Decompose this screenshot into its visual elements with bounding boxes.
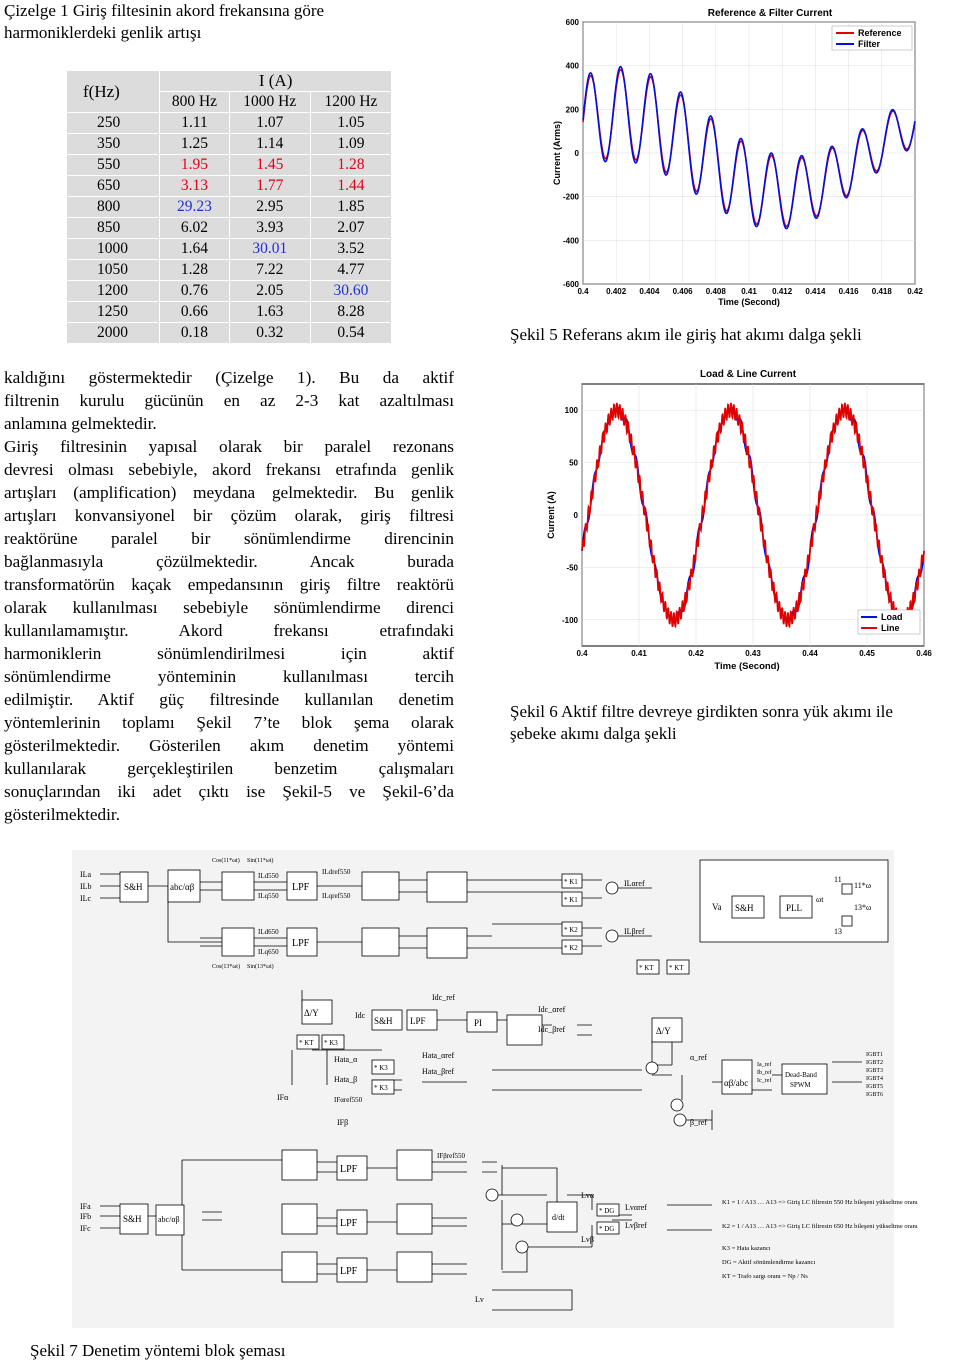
- body-line: artışları konvansiyonel bir çözüm olarak, giriş filtresi: [4, 506, 454, 525]
- ab-abc-label: αβ/abc: [724, 1078, 749, 1088]
- ifb-label: IFβ: [337, 1118, 349, 1127]
- table-row: [67, 155, 392, 176]
- ia-ref-label: Ia_ref: [757, 1062, 772, 1068]
- dq-ab-block-5: [397, 1252, 432, 1282]
- igbt4-label: IGBT4: [866, 1076, 883, 1082]
- k3-label-1: * K3: [324, 1039, 338, 1047]
- cos11-label: Cos(11*ωt): [212, 858, 240, 864]
- lvaref-label: Lvαref: [625, 1203, 647, 1212]
- x-tick-label: 0.416: [838, 287, 859, 296]
- y-tick-label: 0: [574, 149, 579, 158]
- chart5-xlabel: Time (Second): [718, 297, 780, 307]
- sum-node-7: [511, 1214, 523, 1226]
- kt-label-3: * KT: [299, 1039, 314, 1047]
- x-tick-label: 0.408: [705, 287, 726, 296]
- sum-node-1: [606, 882, 618, 894]
- saturation-block-2: [362, 928, 399, 956]
- value-cell: 30.60: [310, 281, 391, 302]
- ifbref-label: IFβref550: [437, 1152, 466, 1160]
- x-tick-label: 0.44: [802, 649, 818, 658]
- frequency-cell: 350: [67, 134, 160, 155]
- body-line: Giriş filtresinin yapısal olarak bir paralel rezonans: [4, 437, 454, 456]
- ifa-label: IFα: [277, 1093, 289, 1102]
- kt-label-1: * KT: [639, 964, 654, 972]
- input-ilb: ILb: [80, 882, 92, 891]
- spwm-label: SPWM: [790, 1081, 811, 1089]
- n11w-label: 11*ω: [854, 881, 871, 890]
- igbt3-label: IGBT3: [866, 1068, 883, 1074]
- fig7-caption: Şekil 7 Denetim yöntemi blok şeması: [30, 1341, 286, 1360]
- frequency-cell: 1050: [67, 260, 160, 281]
- harmonic-table: [66, 70, 392, 344]
- y-tick-label: -400: [562, 236, 579, 246]
- table-row: [67, 239, 392, 260]
- lpf-label-1: LPF: [292, 882, 310, 893]
- multiplier-13: [842, 916, 852, 926]
- value-cell: 1.64: [160, 239, 229, 260]
- sin13-label: Sin(13*ωt): [247, 964, 274, 970]
- n13-label: 13: [834, 927, 842, 936]
- y-tick-label: 100: [564, 406, 578, 416]
- legend-dg: DG = Aktif sönümlendirme kazancı: [722, 1259, 816, 1266]
- n13w-label: 13*ω: [854, 903, 872, 912]
- table1-caption-line1: Çizelge 1 Giriş filtesinin akord frekansına göre: [4, 1, 325, 20]
- ilq550-label: ILq550: [258, 892, 279, 900]
- legend-k2: K2 = 1 / A13 … A13 => Giriş LC filtresin 650 Hz bileşeni yükseltme oranı: [722, 1223, 918, 1230]
- lpf-label-4: LPF: [340, 1218, 358, 1229]
- frequency-cell: 550: [67, 155, 160, 176]
- value-cell: 1.95: [160, 155, 229, 176]
- chart6-title: Load & Line Current: [699, 369, 797, 380]
- n11-label: 11: [834, 875, 842, 884]
- igbt6-label: IGBT6: [866, 1092, 883, 1098]
- body-line: gösterilmektedir.: [4, 805, 120, 824]
- k2-label-2: * K2: [564, 944, 578, 952]
- ic-ref-label: Ic_ref: [757, 1078, 772, 1084]
- ddt-label: d/dt: [552, 1213, 565, 1222]
- lpf-label-5: LPF: [340, 1266, 358, 1277]
- sh-label-pll: S&H: [735, 903, 754, 913]
- kt-label-2: * KT: [669, 964, 684, 972]
- idc-aref-label: Idc_αref: [538, 1005, 566, 1014]
- saturation-block-1: [362, 872, 399, 900]
- frequency-cell: 800: [67, 197, 160, 218]
- frequency-cell: 650: [67, 176, 160, 197]
- value-cell: 1.25: [160, 134, 229, 155]
- input-ilc: ILc: [80, 894, 92, 903]
- ab-dq-block-4: [282, 1204, 317, 1234]
- value-cell: 0.66: [160, 302, 229, 323]
- lvb-label: Lvβ: [581, 1235, 594, 1244]
- lva-label: Lvα: [581, 1191, 595, 1200]
- chart6-xlabel: Time (Second): [714, 661, 780, 672]
- input-ifb: IFb: [80, 1212, 92, 1221]
- sh-label-bottom: S&H: [123, 1214, 142, 1224]
- body-line: reaktörüne paralel bir sönümlendirme direncinin: [4, 529, 454, 548]
- k2-label-1: * K2: [564, 926, 578, 934]
- value-cell: 1.14: [229, 134, 310, 155]
- legend-line-label: Line: [881, 623, 900, 633]
- value-cell: 0.32: [229, 323, 310, 344]
- x-tick-label: 0.404: [639, 287, 660, 296]
- legend-filter-label: Filter: [858, 39, 881, 49]
- reference-filter-current-chart: [540, 0, 960, 312]
- lpf-label-2: LPF: [292, 938, 310, 949]
- dq-ab-block-4: [397, 1204, 432, 1234]
- chart6-legend: [858, 610, 920, 634]
- pi-label: PI: [474, 1018, 483, 1028]
- abc-ab-label-bottom: abc/αβ: [158, 1215, 180, 1224]
- hata-aref-label: Hata_αref: [422, 1051, 455, 1060]
- lpf-label-mid: LPF: [410, 1016, 426, 1026]
- body-line: kullanılarak gerçekleştirilen benzetim çalışmaları: [4, 759, 454, 778]
- col-header-800: 800 Hz: [160, 92, 229, 113]
- ab-dq-block-1: [222, 872, 254, 900]
- hata-bref-label: Hata_βref: [422, 1067, 455, 1076]
- value-cell: 1.07: [229, 113, 310, 134]
- chart5-title: Reference & Filter Current: [707, 8, 833, 19]
- frequency-cell: 2000: [67, 323, 160, 344]
- y-tick-label: 400: [565, 61, 579, 71]
- control-block-diagram: [72, 850, 918, 1328]
- body-line: artışları (amplification) meydana gelmektedir. Bu genlik: [4, 483, 454, 502]
- table-header-row: [67, 71, 392, 92]
- body-line: bağlanmasıyla çözülmektedir. Ancak burada: [4, 552, 454, 571]
- table1-caption: [4, 0, 324, 44]
- fig6-caption-line1: Şekil 6 Aktif filtre devreye girdikten sonra yük akımı ile: [510, 702, 893, 721]
- y-tick-label: -100: [561, 615, 578, 625]
- k3-label-2: * K3: [374, 1064, 388, 1072]
- legend-reference-label: Reference: [858, 28, 902, 38]
- value-cell: 1.28: [160, 260, 229, 281]
- value-cell: 0.54: [310, 323, 391, 344]
- x-tick-label: 0.4: [576, 649, 588, 658]
- ab-dq-block-5: [282, 1252, 317, 1282]
- pll-label: PLL: [786, 903, 803, 913]
- ifaref-label: IFαref550: [334, 1096, 363, 1104]
- ab-abc-block: [722, 1060, 752, 1094]
- y-tick-label: 200: [565, 105, 579, 115]
- delta-y-label-2: Δ/Y: [656, 1026, 671, 1036]
- table-row: [67, 281, 392, 302]
- ilq650-label: ILq650: [258, 948, 279, 956]
- ab-dq-block-2: [222, 928, 254, 956]
- lvbref-label: Lvβref: [625, 1221, 647, 1230]
- ilqref-label: ILqref550: [322, 892, 351, 900]
- lpf-label-3: LPF: [340, 1164, 358, 1175]
- sum-node-4: [671, 1099, 683, 1111]
- ilbref-label: ILβref: [624, 927, 645, 936]
- lv-label: Lv: [475, 1295, 484, 1304]
- table1-caption-line2: harmoniklerdeki genlik artışı: [4, 23, 202, 42]
- value-cell: 1.11: [160, 113, 229, 134]
- k1-label-1: * K1: [564, 878, 578, 886]
- body-line: yöntemlerinin toplamı Şekil 7’te blok şema olarak: [4, 713, 454, 732]
- y-tick-label: 50: [569, 458, 578, 468]
- input-ifc: IFc: [80, 1224, 91, 1233]
- value-cell: 29.23: [160, 197, 229, 218]
- sin11-label: Sin(11*ωt): [247, 858, 274, 864]
- chart5-ylabel: Current (Arms): [552, 120, 562, 186]
- frequency-cell: 1200: [67, 281, 160, 302]
- frequency-cell: 250: [67, 113, 160, 134]
- ib-ref-label: Ib_ref: [757, 1070, 772, 1076]
- y-tick-label: 0: [573, 511, 578, 520]
- x-tick-label: 0.4: [577, 287, 589, 296]
- col-header-1200: 1200 Hz: [310, 92, 391, 113]
- x-tick-label: 0.414: [805, 287, 826, 296]
- sh-label-top: S&H: [124, 882, 143, 892]
- value-cell: 0.18: [160, 323, 229, 344]
- x-tick-label: 0.46: [916, 649, 932, 658]
- body-line: devresi olması sebebiyle, akord frekansı etrafında genlik: [4, 460, 454, 479]
- legend-k1: K1 = 1 / A13 … A13 => Giriş LC filtresin 550 Hz bileşeni yükseltme oranı: [722, 1199, 918, 1206]
- body-line: sonuçlarından iki adet çıktı ise Şekil-5 ve Şekil-6’da: [4, 782, 454, 801]
- value-cell: 1.28: [310, 155, 391, 176]
- x-tick-label: 0.41: [741, 287, 757, 296]
- x-tick-label: 0.42: [907, 287, 923, 296]
- fig5-caption: Şekil 5 Referans akım ile giriş hat akımı dalga şekli: [510, 325, 862, 344]
- abc-ab-label-top: abc/αβ: [170, 882, 195, 892]
- body-paragraph: [4, 366, 454, 826]
- y-tick-label: -600: [562, 280, 579, 289]
- body-line: gösterilmektedir. Gösterilen akım denetim yöntemi: [4, 736, 454, 755]
- value-cell: 7.22: [229, 260, 310, 281]
- value-cell: 6.02: [160, 218, 229, 239]
- body-line: harmoniklerin sönümlendirilmesi için aktif: [4, 644, 454, 663]
- value-cell: 8.28: [310, 302, 391, 323]
- sum-node-6: [486, 1189, 498, 1201]
- value-cell: 1.63: [229, 302, 310, 323]
- va-label: Va: [712, 902, 722, 912]
- x-tick-label: 0.45: [859, 649, 875, 658]
- x-tick-label: 0.412: [772, 287, 793, 296]
- value-cell: 3.13: [160, 176, 229, 197]
- body-line: edilmiştir. Aktif güç filtresinde kullanılan denetim: [4, 690, 454, 709]
- sum-node-8: [516, 1241, 528, 1253]
- sum-node-5: [674, 1114, 686, 1126]
- idc-ref-label: Idc_ref: [432, 993, 456, 1002]
- header-frequency: f(Hz): [67, 71, 160, 113]
- dg-label-2: * DG: [599, 1225, 615, 1233]
- value-cell: 2.05: [229, 281, 310, 302]
- igbt1-label: IGBT1: [866, 1052, 883, 1058]
- body-line: olarak kullanılması sebebiyle sönümlendirme direnci: [4, 598, 454, 617]
- ab-dq-block-3: [282, 1150, 317, 1180]
- value-cell: 2.95: [229, 197, 310, 218]
- frequency-cell: 1000: [67, 239, 160, 260]
- igbt5-label: IGBT5: [866, 1084, 883, 1090]
- col-header-1000: 1000 Hz: [229, 92, 310, 113]
- load-line-current-chart: [540, 362, 960, 680]
- dq-ab-block-mid: [507, 1015, 542, 1045]
- dead-band-label: Dead-Band: [785, 1071, 817, 1079]
- value-cell: 4.77: [310, 260, 391, 281]
- ild550-label: ILd550: [258, 872, 279, 880]
- hata-a-label: Hata_α: [334, 1055, 358, 1064]
- y-tick-label: -200: [562, 192, 579, 202]
- sh-label-mid: S&H: [374, 1016, 393, 1026]
- body-line: kullanılamamıştır. Akord frekansı etrafındaki: [4, 621, 454, 640]
- hata-b-label: Hata_β: [334, 1075, 358, 1084]
- value-cell: 3.52: [310, 239, 391, 260]
- value-cell: 1.85: [310, 197, 391, 218]
- body-line: sönümlendirme yönteminin kullanılması tercih: [4, 667, 454, 686]
- chart5-legend: [832, 26, 912, 50]
- y-tick-label: -50: [566, 563, 578, 573]
- x-tick-label: 0.41: [631, 649, 647, 658]
- legend-load-label: Load: [881, 612, 903, 622]
- x-tick-label: 0.418: [871, 287, 892, 296]
- table-row: [67, 323, 392, 344]
- input-ifa: IFa: [80, 1202, 91, 1211]
- dq-ab-block-2: [427, 928, 467, 958]
- ild650-label: ILd650: [258, 928, 279, 936]
- table-row: [67, 218, 392, 239]
- input-ila: ILa: [80, 870, 92, 879]
- body-line: transformatörün kaçak empedansının giriş filtre reaktörü: [4, 575, 454, 594]
- table-row: [67, 113, 392, 134]
- dq-ab-block-3: [397, 1150, 432, 1180]
- value-cell: 3.93: [229, 218, 310, 239]
- header-current: I (A): [160, 71, 392, 92]
- table-row: [67, 134, 392, 155]
- ilaref-label: ILαref: [624, 879, 645, 888]
- fig6-caption: [510, 701, 960, 745]
- idc-label: Idc: [355, 1011, 366, 1020]
- idc-bref-label: Idc_βref: [538, 1025, 566, 1034]
- legend-k3: K3 = Hata kazancı: [722, 1245, 771, 1252]
- body-line: kaldığını göstermektedir (Çizelge 1). Bu da aktif: [4, 368, 454, 387]
- k3-label-3: * K3: [374, 1084, 388, 1092]
- value-cell: 0.76: [160, 281, 229, 302]
- fig6-caption-line2: şebeke akımı dalga şekli: [510, 724, 677, 743]
- x-tick-label: 0.43: [745, 649, 761, 658]
- value-cell: 1.45: [229, 155, 310, 176]
- legend-kt: KT = Trafo sargı oranı = Np / Ns: [722, 1273, 808, 1280]
- y-tick-label: 600: [565, 18, 579, 27]
- value-cell: 2.07: [310, 218, 391, 239]
- value-cell: 1.05: [310, 113, 391, 134]
- table-row: [67, 260, 392, 281]
- frequency-cell: 1250: [67, 302, 160, 323]
- chart6-ylabel: Current (A): [546, 491, 556, 539]
- delta-y-label-1: Δ/Y: [304, 1008, 319, 1018]
- body-line: anlamına gelmektedir.: [4, 414, 157, 433]
- value-cell: 1.77: [229, 176, 310, 197]
- multiplier-11: [842, 884, 852, 894]
- table-row: [67, 197, 392, 218]
- x-tick-label: 0.42: [688, 649, 704, 658]
- body-line: filtrenin kurulu gücünün en az 2-3 kat azaltılması: [4, 391, 454, 410]
- sum-node-3: [646, 1062, 658, 1074]
- deadband-spwm-block: [782, 1064, 827, 1094]
- x-tick-label: 0.406: [672, 287, 693, 296]
- value-cell: 1.44: [310, 176, 391, 197]
- sum-node-2: [606, 930, 618, 942]
- k1-label-2: * K1: [564, 896, 578, 904]
- igbt2-label: IGBT2: [866, 1060, 883, 1066]
- table-row: [67, 302, 392, 323]
- table-row: [67, 176, 392, 197]
- dq-ab-block-1: [427, 872, 467, 902]
- x-tick-label: 0.402: [606, 287, 627, 296]
- omega-t-label: ωt: [816, 895, 824, 904]
- frequency-cell: 850: [67, 218, 160, 239]
- a-ref-label: α_ref: [690, 1053, 708, 1062]
- value-cell: 1.09: [310, 134, 391, 155]
- ildref-label: ILdref550: [322, 868, 351, 876]
- value-cell: 30.01: [229, 239, 310, 260]
- cos13-label: Cos(13*ωt): [212, 964, 240, 970]
- dg-label-1: * DG: [599, 1207, 615, 1215]
- b-ref-label: β_ref: [690, 1118, 707, 1127]
